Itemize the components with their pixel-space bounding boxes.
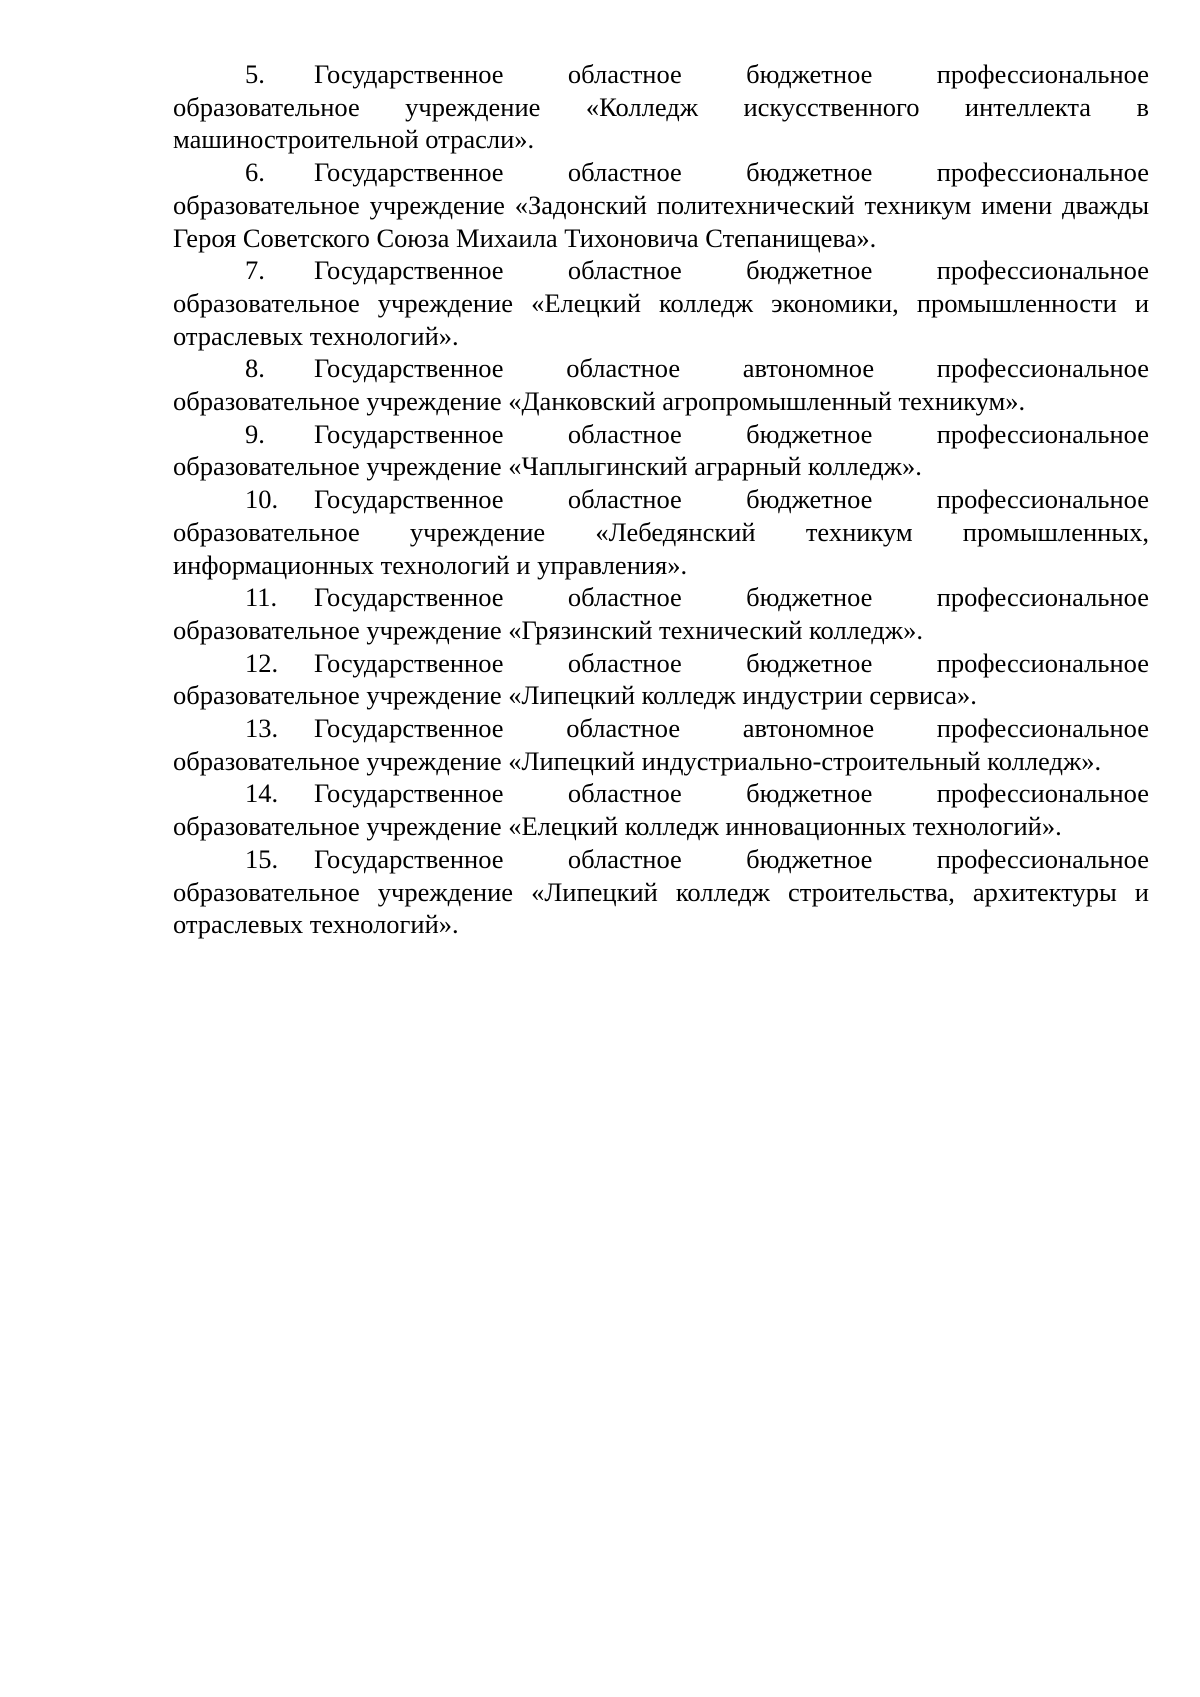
list-item [173,418,1149,483]
item-number: 11. [245,582,278,613]
item-number: 10. [245,484,279,515]
list-item [173,712,1149,777]
list-item [173,843,1149,941]
institution-list [173,58,1149,941]
item-text: Государственное областное бюджетное профессиональное образовательное учреждение «Колледж искусственного интеллекта в машиностроительной отрасли». [173,59,1149,155]
item-text: Государственное областное бюджетное профессиональное образовательное учреждение «Елецкий колледж экономики, промышленности и отраслевых технологий». [173,255,1149,351]
list-item [173,647,1149,712]
item-number: 13. [245,713,279,744]
list-item [173,483,1149,581]
list-item [173,254,1149,352]
item-text: Государственное областное бюджетное профессиональное образовательное учреждение «Задонский политехнический техникум имени дважды Героя Советского Союза Михаила Тихоновича Степанищева». [173,157,1149,253]
list-item [173,581,1149,646]
list-item [173,156,1149,254]
item-number: 15. [245,843,279,874]
item-text: Государственное областное бюджетное профессиональное образовательное учреждение «Чаплыгинский аграрный колледж». [173,418,1149,482]
item-text: Государственное областное бюджетное профессиональное образовательное учреждение «Грязинский технический колледж». [173,582,1149,645]
item-text: Государственное областное бюджетное профессиональное образовательное учреждение «Липецкий колледж строительства, архитектуры и отраслевых технологий». [173,843,1149,940]
list-item [173,58,1149,156]
item-text: Государственное областное бюджетное профессиональное образовательное учреждение «Лебедянский техникум промышленных, информационных технологий и управления». [173,484,1149,580]
item-number: 7. [245,255,265,286]
item-number: 6. [245,157,265,188]
item-number: 9. [245,418,265,449]
item-number: 5. [245,59,265,89]
list-item [173,777,1149,842]
item-text: Государственное областное автономное профессиональное образовательное учреждение «Данковский агропромышленный техникум». [173,353,1149,417]
item-number: 8. [245,353,265,384]
item-text: Государственное областное бюджетное профессиональное образовательное учреждение «Елецкий колледж инновационных технологий». [173,778,1149,842]
item-number: 12. [245,647,279,678]
item-number: 14. [245,778,279,809]
item-text: Государственное областное бюджетное профессиональное образовательное учреждение «Липецкий колледж индустрии сервиса». [173,647,1149,711]
item-text: Государственное областное автономное профессиональное образовательное учреждение «Липецкий индустриально-строительный колледж». [173,713,1149,776]
list-item [173,352,1149,417]
